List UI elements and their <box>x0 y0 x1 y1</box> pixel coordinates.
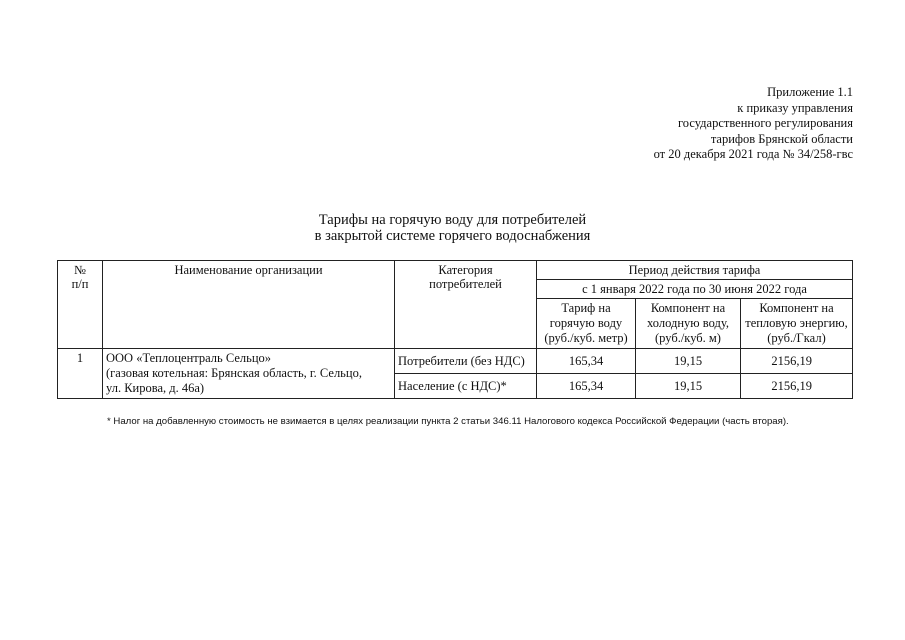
header-line: (руб./куб. метр) <box>544 331 628 345</box>
title-line: в закрытой системе горячего водоснабжения <box>314 228 591 244</box>
document-title <box>0 212 905 244</box>
tariff-table <box>57 260 853 399</box>
hot-water-tariff-value: 165,34 <box>537 349 636 374</box>
header-number <box>58 261 103 349</box>
header-cold-water-component <box>636 299 741 349</box>
header-category-line: Категория <box>438 263 493 277</box>
appendix-line: государственного регулирования <box>677 116 853 131</box>
header-category-line: потребителей <box>429 277 502 291</box>
appendix-line: Приложение 1.1 <box>767 85 853 99</box>
heat-component-value: 2156,19 <box>741 349 853 374</box>
header-line: Тариф на <box>561 301 611 315</box>
table-header-row <box>58 261 853 280</box>
appendix-block <box>654 85 853 163</box>
header-line: горячую воду <box>549 316 623 330</box>
hot-water-tariff-value: 165,34 <box>537 374 636 399</box>
appendix-line: к приказу управления <box>737 100 853 115</box>
header-number-abbrev: п/п <box>71 277 89 291</box>
header-heat-component <box>741 299 853 349</box>
header-number-symbol: № <box>74 263 86 277</box>
appendix-line: тарифов Брянской области <box>710 131 853 146</box>
title-line: Тарифы на горячую воду для потребителей <box>318 212 587 228</box>
organization-address: (газовая котельная: Брянская область, г. Сельцо, <box>106 366 362 380</box>
header-line: (руб./куб. м) <box>655 331 721 345</box>
row-number: 1 <box>58 349 103 399</box>
footnote: * Налог на добавленную стоимость не взимается в целях реализации пункта 2 статьи 346.11 Налогового кодекса Российской Федерации (часть вторая). <box>107 416 789 427</box>
heat-component-value: 2156,19 <box>741 374 853 399</box>
header-category <box>395 261 537 349</box>
cold-water-component-value: 19,15 <box>636 349 741 374</box>
header-line: тепловую энергию, <box>745 316 848 330</box>
category-cell: Потребители (без НДС) <box>395 349 537 374</box>
header-line: холодную воду, <box>647 316 729 330</box>
header-line: (руб./Гкал) <box>767 331 826 345</box>
organization-cell <box>103 349 395 399</box>
header-period-range: с 1 января 2022 года по 30 июня 2022 года <box>537 280 853 299</box>
header-period: Период действия тарифа <box>537 261 853 280</box>
cold-water-component-value: 19,15 <box>636 374 741 399</box>
header-line: Компонент на <box>759 301 834 315</box>
category-cell: Население (с НДС)* <box>395 374 537 399</box>
header-line: Компонент на <box>650 301 726 315</box>
appendix-date-line: от 20 декабря 2021 года № 34/258-гвс <box>653 147 853 162</box>
header-organization: Наименование организации <box>103 261 395 349</box>
organization-address: ул. Кирова, д. 46а) <box>106 381 205 395</box>
organization-name: ООО «Теплоцентраль Сельцо» <box>106 351 272 365</box>
header-hot-water-tariff <box>537 299 636 349</box>
table-row <box>58 349 853 374</box>
